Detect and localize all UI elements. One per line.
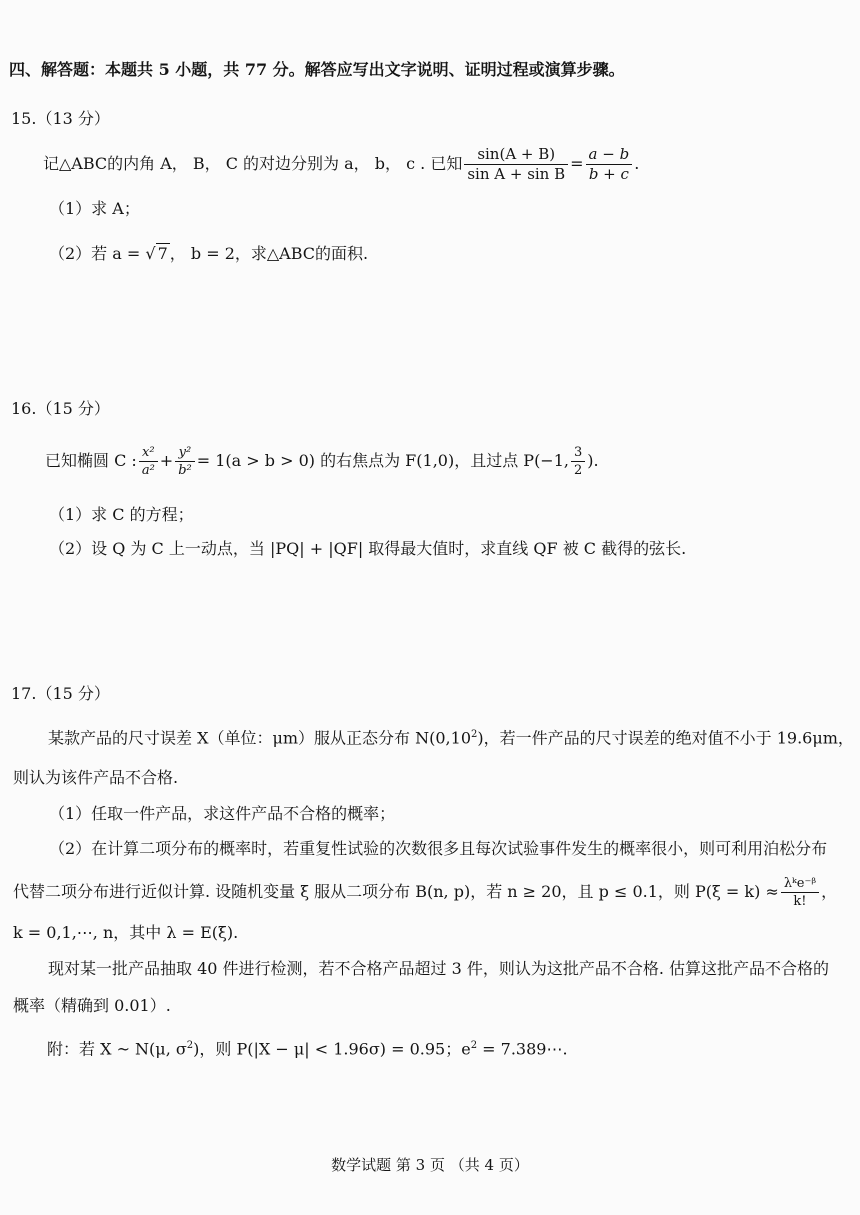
q15-statement — [43, 142, 639, 186]
q16-frac-x-num: x² — [139, 446, 158, 462]
q17-line1-b: )，若一件产品的尺寸误差的绝对值不小于 19.6μm， — [477, 728, 854, 748]
q17-poisson-den: k! — [793, 893, 807, 909]
q17-part2-line2-b: ， — [821, 882, 838, 901]
q17-line1-sup: 2 — [471, 729, 478, 740]
q17-appendix-sup1: 2 — [186, 1040, 194, 1051]
q15-frac-right-num: a − b — [586, 147, 633, 165]
q17-task-line1: 现对某一批产品抽取 40 件进行检测，若不合格产品超过 3 件，则认为这批产品不合格. 估算这批产品不合格的 — [48, 959, 830, 978]
q17-poisson-fraction — [781, 877, 819, 908]
q15-part2-a: （2）若 a = √ — [49, 244, 156, 263]
q16-statement-a: 已知椭圆 C : — [45, 451, 137, 470]
q17-appendix-sup2: 2 — [470, 1040, 478, 1051]
q16-frac-x — [139, 446, 158, 477]
q17-appendix-a: 附：若 X ~ N(μ, σ — [47, 1039, 187, 1059]
q16-frac-point-den: 2 — [573, 462, 583, 478]
q15-period: . — [634, 154, 640, 173]
q16-part2: （2）设 Q 为 C 上一动点，当 |PQ| + |QF| 取得最大值时，求直线 QF 被 C 截得的弦长. — [49, 539, 687, 558]
q16-part1: （1）求 C 的方程； — [49, 505, 194, 524]
q15-fraction-left — [464, 144, 568, 183]
q17-part1: （1）任取一件产品，求这件产品不合格的概率； — [49, 804, 396, 823]
q17-task-line2: 概率（精确到 0.01）. — [13, 996, 171, 1015]
q15-part2-b: ， b = 2，求△ABC的面积. — [169, 244, 369, 263]
q15-part1: （1）求 A； — [49, 199, 140, 218]
q16-statement-c: ). — [587, 451, 599, 470]
q16-statement — [45, 438, 599, 484]
q16-frac-point — [571, 446, 585, 477]
q16-frac-y-den: b² — [178, 462, 192, 478]
q16-frac-x-den: a² — [141, 462, 155, 478]
q15-frac-right-den: b + c — [588, 164, 629, 183]
q15-frac-left-den: sin A + sin B — [467, 164, 566, 183]
q15-part2 — [49, 246, 368, 262]
q15-part2-sqrt: 7 — [157, 244, 168, 263]
q15-frac-left-num: sin(A + B) — [464, 147, 568, 165]
q17-line1 — [48, 730, 854, 746]
q17-part2-line2 — [13, 868, 837, 916]
q16-frac-point-num: 3 — [571, 446, 585, 462]
q16-frac-y — [175, 446, 195, 477]
q17-appendix-c: = 7.389⋯. — [477, 1039, 568, 1059]
q17-part2-line2-a: 代替二项分布进行近似计算. 设随机变量 ξ 服从二项分布 B(n, p)，若 n ≥ 20，且 p ≤ 0.1，则 P(ξ = k) ≈ — [13, 882, 779, 901]
q16-statement-b: = 1(a > b > 0) 的右焦点为 F(1,0)，且过点 P(−1, — [196, 451, 569, 470]
q17-appendix — [47, 1041, 568, 1057]
q16-frac-y-num: y² — [175, 446, 195, 462]
q17-poisson-num: λᵏe⁻ᵝ — [781, 877, 819, 893]
q17-appendix-b: )，则 P(|X − μ| < 1.96σ) = 0.95；e — [193, 1039, 471, 1059]
section-heading: 四、解答题：本题共 5 小题，共 77 分。解答应写出文字说明、证明过程或演算步骤。 — [9, 60, 625, 79]
q16-header: 16.（15 分） — [11, 399, 110, 418]
q17-line1-a: 某款产品的尺寸误差 X（单位：μm）服从正态分布 N(0,10 — [48, 728, 472, 748]
q15-equals: = — [570, 154, 584, 173]
q15-fraction-right — [586, 144, 633, 183]
q17-header: 17.（15 分） — [11, 684, 110, 703]
q17-part2-line1: （2）在计算二项分布的概率时，若重复性试验的次数很多且每次试验事件发生的概率很小，则可利用泊松分布 — [49, 839, 828, 858]
q15-header: 15.（13 分） — [11, 109, 110, 128]
q16-plus: + — [159, 451, 174, 470]
q17-part2-line3: k = 0,1,⋯, n，其中 λ = E(ξ). — [13, 923, 239, 942]
page-footer: 数学试题 第 3 页 （共 4 页） — [331, 1156, 529, 1174]
q15-statement-text: 记△ABC的内角 A， B， C 的对边分别为 a， b， c . 已知 — [43, 154, 463, 173]
q17-line2: 则认为该件产品不合格. — [13, 768, 179, 787]
